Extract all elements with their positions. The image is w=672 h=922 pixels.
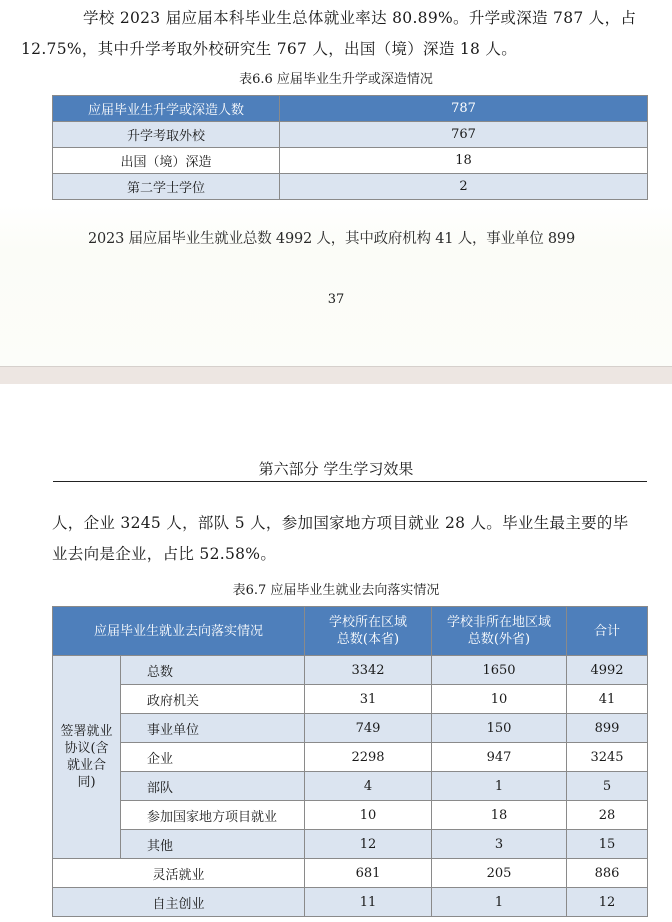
row-value: 2 (280, 174, 648, 200)
row-nonlocal: 1 (432, 888, 567, 917)
row-nonlocal: 150 (432, 714, 567, 743)
row-label: 出国（境）深造 (53, 148, 280, 174)
table-6-7-caption: 表6.7 应届毕业生就业去向落实情况 (232, 583, 440, 598)
row-label: 总数 (121, 656, 305, 685)
table-row (53, 743, 648, 772)
row-label: 自主创业 (53, 888, 305, 917)
header-category: 应届毕业生就业去向落实情况 (53, 607, 305, 656)
table-row (53, 801, 648, 830)
running-header: 第六部分 学生学习效果 (258, 460, 414, 478)
header-local-line2: 总数(本省) (336, 632, 400, 647)
table-header-row (53, 96, 648, 122)
table-header-row (53, 607, 648, 656)
header-nonlocal-line1: 学校非所在地区域 (446, 615, 551, 630)
row-total: 899 (567, 714, 648, 743)
row-label: 参加国家地方项目就业 (121, 801, 305, 830)
intro-line-1: 学校 2023 届应届本科毕业生总体就业率达 80.89%。升学或深造 787 人，占 (83, 9, 637, 27)
header-nonlocal (432, 607, 567, 656)
row-local: 4 (305, 772, 432, 801)
continued-paragraph: 2023 届应届毕业生就业总数 4992 人，其中政府机构 41 人，事业单位 899 (88, 231, 575, 247)
header-rule (53, 481, 647, 482)
intro-paragraph (21, 3, 648, 65)
row-local: 3342 (305, 656, 432, 685)
row-nonlocal: 947 (432, 743, 567, 772)
row-label: 升学考取外校 (53, 122, 280, 148)
header-local (305, 607, 432, 656)
row-label: 灵活就业 (53, 859, 305, 888)
row-total: 41 (567, 685, 648, 714)
row-local: 749 (305, 714, 432, 743)
employment-paragraph (52, 508, 648, 570)
row-label: 部队 (121, 772, 305, 801)
header-local-line1: 学校所在区域 (328, 615, 407, 630)
group-label-line: 就业合 (66, 758, 106, 773)
row-nonlocal: 1 (432, 772, 567, 801)
table-row (53, 122, 648, 148)
row-total: 15 (567, 830, 648, 859)
page-separator (0, 366, 672, 385)
row-local: 12 (305, 830, 432, 859)
row-local: 11 (305, 888, 432, 917)
row-nonlocal: 205 (432, 859, 567, 888)
row-nonlocal: 10 (432, 685, 567, 714)
row-label: 政府机关 (121, 685, 305, 714)
table-row (53, 772, 648, 801)
group-label-signed-agreement (53, 656, 121, 859)
header-nonlocal-line2: 总数(外省) (467, 632, 531, 647)
row-label: 第二学士学位 (53, 174, 280, 200)
row-value: 18 (280, 148, 648, 174)
row-total: 4992 (567, 656, 648, 685)
row-total: 12 (567, 888, 648, 917)
row-nonlocal: 18 (432, 801, 567, 830)
header-label: 应届毕业生升学或深造人数 (53, 96, 280, 122)
page-number: 37 (327, 292, 345, 307)
employment-line-2: 业去向是企业，占比 52.58%。 (52, 545, 277, 563)
row-nonlocal: 3 (432, 830, 567, 859)
header-value: 787 (280, 96, 648, 122)
row-local: 10 (305, 801, 432, 830)
row-value: 767 (280, 122, 648, 148)
table-6-7-employment-destination (52, 606, 648, 917)
table-row (53, 830, 648, 859)
group-label-line: 协议(含 (64, 741, 109, 756)
table-row (53, 174, 648, 200)
table-row (53, 656, 648, 685)
intro-line-2: 12.75%，其中升学考取外校研究生 767 人，出国（境）深造 18 人。 (21, 40, 518, 58)
table-row (53, 888, 648, 917)
row-total: 28 (567, 801, 648, 830)
row-local: 31 (305, 685, 432, 714)
employment-line-1: 人，企业 3245 人，部队 5 人，参加国家地方项目就业 28 人。毕业生最主要的毕 (52, 514, 629, 532)
row-nonlocal: 1650 (432, 656, 567, 685)
row-local: 681 (305, 859, 432, 888)
group-label-line: 签署就业 (60, 724, 113, 739)
table-row (53, 714, 648, 743)
group-label-line: 同) (77, 775, 96, 790)
row-total: 5 (567, 772, 648, 801)
table-6-6-further-study (52, 95, 648, 200)
row-label: 其他 (121, 830, 305, 859)
table-row (53, 148, 648, 174)
row-label: 企业 (121, 743, 305, 772)
table-row (53, 859, 648, 888)
row-label: 事业单位 (121, 714, 305, 743)
row-total: 3245 (567, 743, 648, 772)
table-6-6-caption: 表6.6 应届毕业生升学或深造情况 (239, 72, 433, 87)
table-row (53, 685, 648, 714)
header-total: 合计 (567, 607, 648, 656)
row-local: 2298 (305, 743, 432, 772)
row-total: 886 (567, 859, 648, 888)
